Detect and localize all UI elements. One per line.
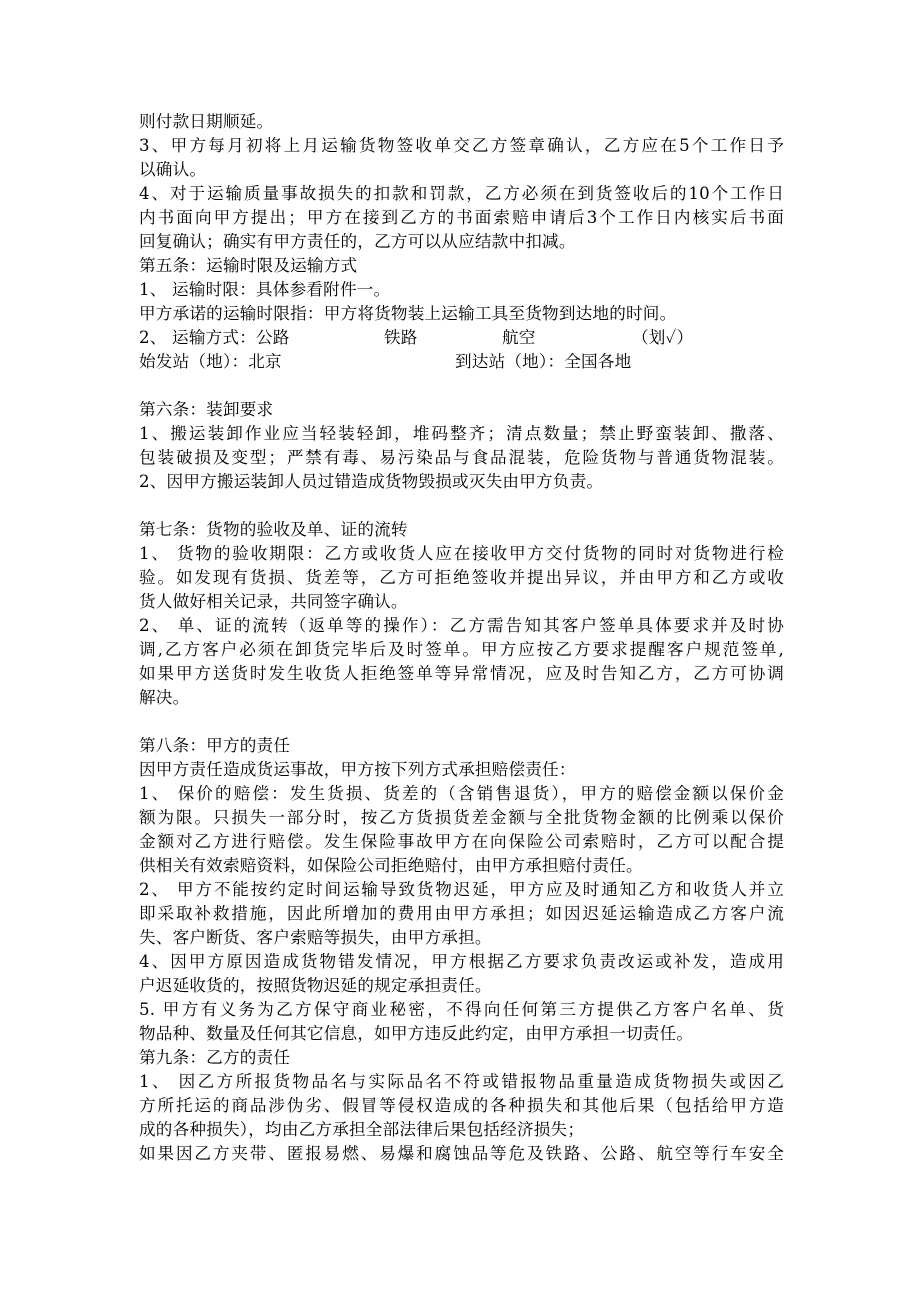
text-line: 失、客户断货、客户索赔等损失，由甲方承担。 [139, 928, 492, 947]
text-line: 1、搬运装卸作业应当轻装轻卸，堆码整齐；清点数量；禁止野蛮装卸、撒落、 [139, 424, 784, 443]
text-line: 4、对于运输质量事故损失的扣款和罚款，乙方必须在到货签收后的10个工作日 [139, 184, 784, 203]
transport-road-label: 2、 运输方式：公路 [139, 328, 290, 347]
text-line: 2、因甲方搬运装卸人员过错造成货物毁损或灭失由甲方负责。 [139, 472, 604, 491]
text-line: 因甲方责任造成货运事故，甲方按下列方式承担赔偿责任： [139, 760, 576, 779]
text-line: 户迟延收货的，按照货物迟延的规定承担责任。 [139, 976, 492, 995]
text-line: 2、 甲方不能按约定时间运输导致货物迟延，甲方应及时通知乙方和收货人并立 [139, 880, 784, 899]
transport-air-label: 航空 [502, 328, 536, 347]
text-line: 内书面向甲方提出；甲方在接到乙方的书面索赔申请后3个工作日内核实后书面 [139, 208, 784, 227]
text-line: 金额对乙方进行赔偿。发生保险事故甲方在向保险公司索赔时，乙方可以配合提 [139, 832, 784, 851]
text-line: 验。如发现有货损、货差等，乙方可拒绝签收并提出异议，并由甲方和乙方或收 [139, 568, 784, 587]
text-line: 以确认。 [139, 160, 207, 179]
text-line: 如果甲方送货时发生收货人拒绝签单等异常情况，应及时告知乙方，乙方可协调 [139, 664, 784, 683]
text-line: 1、 保价的赔偿：发生货损、货差的（含销售退货），甲方的赔偿金额以保价金 [139, 784, 784, 803]
blank-line [139, 710, 784, 734]
text-line: 成的各种损失），均由乙方承担全部法律后果包括经济损失； [139, 1120, 585, 1139]
text-line: 货人做好相关记录，共同签字确认。 [139, 592, 408, 611]
text-line: 供相关有效索赔资料，如保险公司拒绝赔付，由甲方承担赔付责任。 [139, 856, 643, 875]
section-heading-7: 第七条：货物的验收及单、证的流转 [139, 520, 408, 539]
blank-line [139, 374, 784, 398]
text-line: 则付款日期顺延。 [139, 112, 274, 131]
text-line: 调,乙方客户必须在卸货完毕后及时签单。甲方应按乙方要求提醒客户规范签单, [139, 640, 784, 659]
transport-mark-note: （划✓） [632, 328, 694, 347]
text-line: 1、 货物的验收期限：乙方或收货人应在接收甲方交付货物的同时对货物进行检 [139, 544, 784, 563]
text-line: 4、因甲方原因造成货物错发情况，甲方根据乙方要求负责改运或补发，造成用 [139, 952, 784, 971]
blank-line [139, 494, 784, 518]
document-page [139, 110, 784, 1166]
text-line: 回复确认；确实有甲方责任的，乙方可以从应结款中扣减。 [139, 232, 576, 251]
text-line: 解决。 [139, 688, 190, 707]
text-line: 甲方承诺的运输时限指：甲方将货物装上运输工具至货物到达地的时间。 [139, 304, 677, 323]
section-heading-8: 第八条：甲方的责任 [139, 736, 291, 755]
section-heading-5: 第五条：运输时限及运输方式 [139, 256, 358, 275]
text-line: 方所托运的商品涉伪劣、假冒等侵权造成的各种损失和其他后果（包括给甲方造 [139, 1096, 784, 1115]
text-line: 如果因乙方夹带、匿报易燃、易爆和腐蚀品等危及铁路、公路、航空等行车安全 [139, 1144, 784, 1163]
origin-station: 始发站（地）：北京 [139, 352, 282, 371]
transport-rail-label: 铁路 [384, 328, 418, 347]
station-row [139, 350, 784, 374]
text-line: 物品种、数量及任何其它信息，如甲方违反此约定，由甲方承担一切责任。 [139, 1024, 694, 1043]
destination-station: 到达站（地）：全国各地 [455, 352, 632, 371]
text-line: 包装破损及变型；严禁有毒、易污染品与食品混装，危险货物与普通货物混装。 [139, 448, 784, 467]
text-line: 额为限。只损失一部分时，按乙方货损货差金额与全批货物金额的比例乘以保价 [139, 808, 784, 827]
section-heading-9: 第九条：乙方的责任 [139, 1048, 291, 1067]
text-line: 即采取补救措施，因此所增加的费用由甲方承担；如因迟延运输造成乙方客户流 [139, 904, 784, 923]
section-heading-6: 第六条：装卸要求 [139, 400, 274, 419]
text-line: 5. 甲方有义务为乙方保守商业秘密，不得向任何第三方提供乙方客户名单、货 [139, 1000, 784, 1019]
text-line: 3、甲方每月初将上月运输货物签收单交乙方签章确认，乙方应在5个工作日予 [139, 136, 784, 155]
text-line: 1、 因乙方所报货物品名与实际品名不符或错报物品重量造成货物损失或因乙 [139, 1072, 784, 1091]
text-line: 2、 单、证的流转（返单等的操作）：乙方需告知其客户签单具体要求并及时协 [139, 616, 784, 635]
text-line: 1、 运输时限：具体参看附件一。 [139, 280, 391, 299]
transport-mode-row [139, 326, 784, 350]
